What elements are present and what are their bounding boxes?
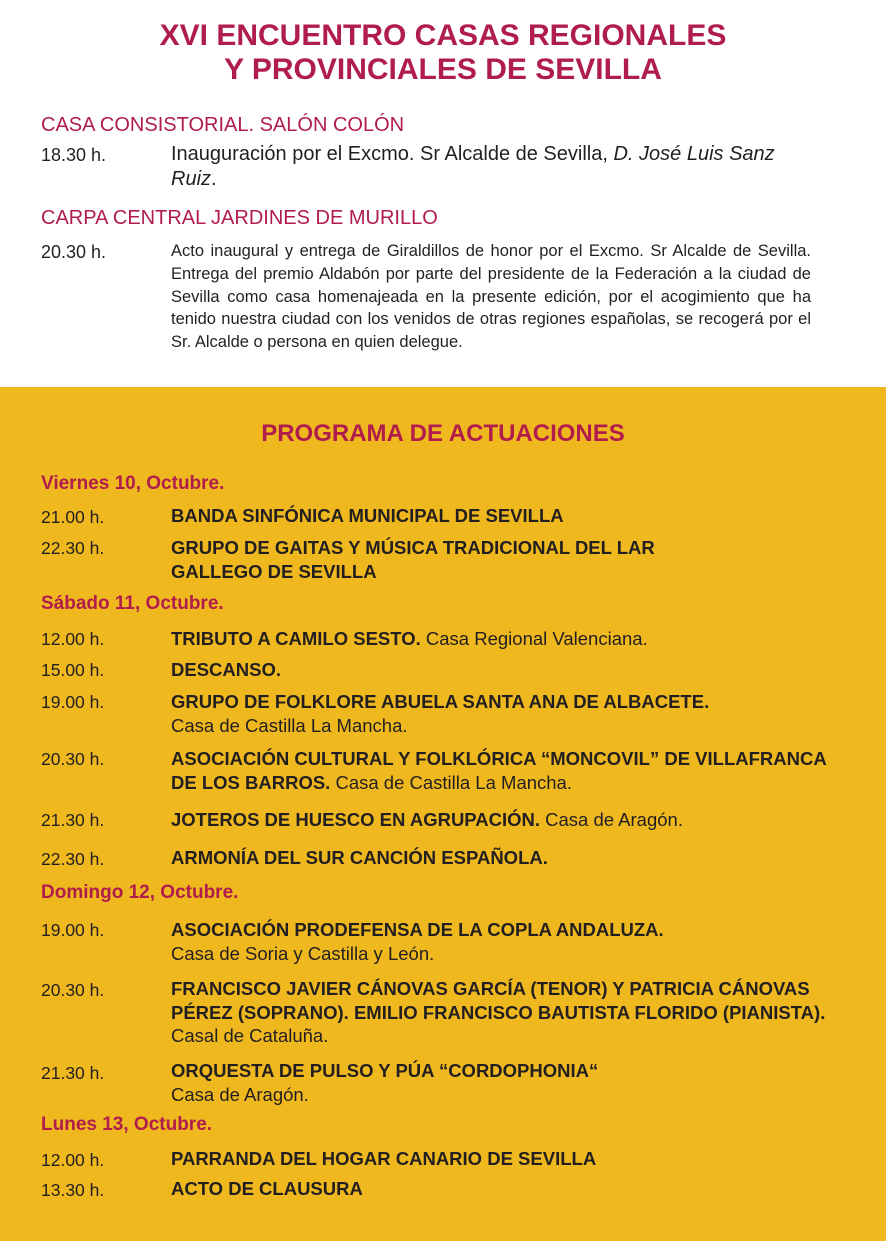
event-item — [171, 536, 691, 583]
event-time: 21.30 h. — [41, 810, 105, 830]
event-time: 21.00 h. — [41, 507, 105, 527]
opening-time-2: 20.30 h. — [41, 242, 107, 262]
event-venue: Casal de Cataluña. — [171, 1025, 329, 1046]
event-time: 13.30 h. — [41, 1180, 105, 1200]
event-time: 20.30 h. — [41, 749, 105, 769]
event-time: 19.00 h. — [41, 692, 105, 712]
event-item — [171, 1177, 851, 1201]
event-item — [171, 1059, 851, 1106]
event-name: ASOCIACIÓN PRODEFENSA DE LA COPLA ANDALUZA. — [171, 919, 664, 940]
event-item — [171, 977, 851, 1048]
event-time: 15.00 h. — [41, 660, 105, 680]
event-item — [171, 627, 851, 651]
opening-text-2: Acto inaugural y entrega de Giraldillos de honor por el Excmo. Sr Alcalde de Sevilla. Entrega del premio Aldabón por parte del presidente de la Federación a la ciudad de Sevilla como casa homenajeada en la presente edición, por el acogimiento que ha tenido nuestra ciudad con los venidos de otras regiones españolas, se recogerá por el Sr. Alcalde o persona en quien delegue. — [171, 242, 811, 352]
venue-heading-salon-colon: CASA CONSISTORIAL. SALÓN COLÓN — [41, 114, 405, 136]
event-time: 12.00 h. — [41, 629, 105, 649]
event-item — [171, 504, 851, 528]
program-title: PROGRAMA DE ACTUACIONES — [261, 420, 625, 447]
page-title — [0, 19, 886, 87]
event-time: 22.30 h. — [41, 538, 105, 558]
day-heading-sabado: Sábado 11, Octubre. — [41, 593, 224, 614]
event-name: PARRANDA DEL HOGAR CANARIO DE SEVILLA — [171, 1148, 597, 1169]
event-venue: Casa de Aragón. — [171, 1083, 309, 1105]
event-name: GRUPO DE FOLKLORE ABUELA SANTA ANA DE ALBACETE. — [171, 691, 710, 712]
event-name: FRANCISCO JAVIER CÁNOVAS GARCÍA (TENOR) Y PATRICIA CÁNOVAS PÉREZ (SOPRANO). EMILIO FRANCISCO BAUTISTA FLORIDO (PIANISTA). — [171, 978, 826, 1023]
event-time: 20.30 h. — [41, 980, 105, 1000]
opening-text-1 — [171, 142, 821, 192]
event-name: ORQUESTA DE PULSO Y PÚA “CORDOPHONIA“ — [171, 1060, 599, 1081]
event-venue: Casa de Aragón. — [545, 809, 683, 830]
day-heading-lunes: Lunes 13, Octubre. — [41, 1114, 213, 1135]
event-time: 21.30 h. — [41, 1063, 105, 1083]
venue-heading-carpa-central: CARPA CENTRAL JARDINES DE MURILLO — [41, 207, 438, 229]
event-item — [171, 658, 851, 682]
opening-time-1: 18.30 h. — [41, 145, 107, 165]
event-time: 22.30 h. — [41, 849, 105, 869]
event-venue: Casa Regional Valenciana. — [425, 628, 648, 649]
event-venue: Casa de Castilla La Mancha. — [171, 714, 408, 736]
event-name: ACTO DE CLAUSURA — [171, 1178, 363, 1199]
event-venue: Casa de Castilla La Mancha. — [335, 771, 572, 793]
day-heading-viernes: Viernes 10, Octubre. — [41, 473, 225, 494]
event-time: 19.00 h. — [41, 920, 105, 940]
event-item — [171, 808, 851, 832]
day-heading-domingo: Domingo 12, Octubre. — [41, 882, 239, 903]
opening-text-1-end: . — [211, 168, 217, 190]
event-item — [171, 690, 851, 737]
event-item — [171, 846, 851, 870]
event-name: DESCANSO. — [171, 659, 281, 680]
opening-text-1-italic: D. José Luis Sanz Ruiz — [171, 143, 775, 190]
event-name: BANDA SINFÓNICA MUNICIPAL DE SEVILLA — [171, 505, 564, 526]
event-item — [171, 747, 851, 794]
event-name: ASOCIACIÓN CULTURAL Y FOLKLÓRICA “MONCOVIL” DE VILLAFRANCA DE LOS BARROS. — [171, 748, 827, 793]
event-venue: Casa de Soria y Castilla y León. — [171, 942, 435, 964]
opening-text-1-plain: Inauguración por el Excmo. Sr Alcalde de Sevilla, — [171, 143, 614, 165]
event-name: GRUPO DE GAITAS Y MÚSICA TRADICIONAL DEL LAR GALLEGO DE SEVILLA — [171, 537, 655, 582]
event-name: ARMONÍA DEL SUR CANCIÓN ESPAÑOLA. — [171, 847, 548, 868]
title-line-1: XVI ENCUENTRO CASAS REGIONALES — [159, 19, 727, 52]
event-time: 12.00 h. — [41, 1150, 105, 1170]
event-name: JOTEROS DE HUESCO EN AGRUPACIÓN. — [171, 809, 541, 830]
title-line-2: Y PROVINCIALES DE SEVILLA — [224, 53, 662, 86]
event-item — [171, 918, 851, 965]
event-item — [171, 1147, 851, 1171]
event-name: TRIBUTO A CAMILO SESTO. — [171, 628, 421, 649]
